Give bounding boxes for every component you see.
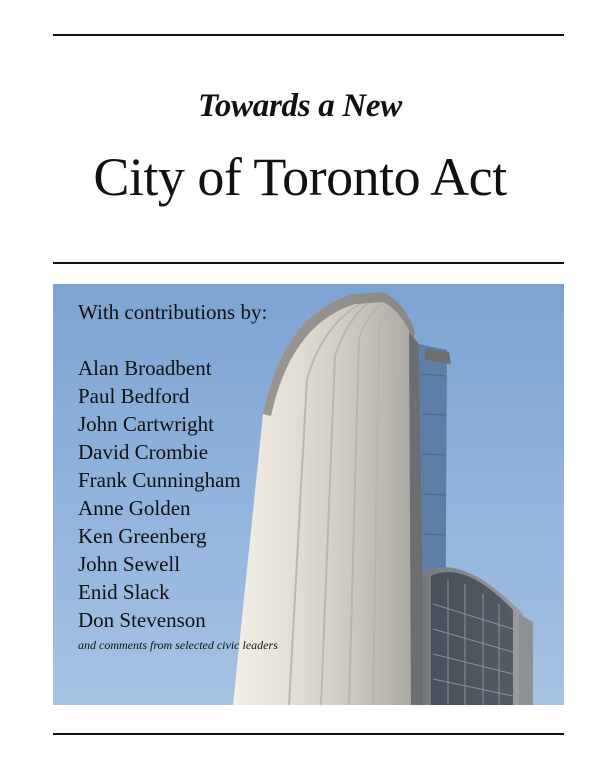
bottom-rule <box>53 733 564 735</box>
civic-leaders-note: and comments from selected civic leaders <box>78 638 278 652</box>
top-rule <box>53 34 564 36</box>
contributor-name: Anne Golden <box>78 496 191 520</box>
contributions-heading: With contributions by: <box>78 300 268 324</box>
contributor-name: Don Stevenson <box>78 608 206 632</box>
contributor-name: Alan Broadbent <box>78 356 212 380</box>
contributor-name: Frank Cunningham <box>78 468 241 492</box>
contributor-name: Ken Greenberg <box>78 524 207 548</box>
contributor-name: Paul Bedford <box>78 384 190 408</box>
cover-title: City of Toronto Act <box>93 147 507 207</box>
cover-subtitle: Towards a New <box>198 88 402 124</box>
contributors-block <box>78 298 278 653</box>
middle-rule <box>53 262 564 264</box>
contributor-name: David Crombie <box>78 440 209 464</box>
contributor-name: John Cartwright <box>78 412 214 436</box>
contributor-name: Enid Slack <box>78 580 170 604</box>
contributor-name: John Sewell <box>78 552 181 576</box>
